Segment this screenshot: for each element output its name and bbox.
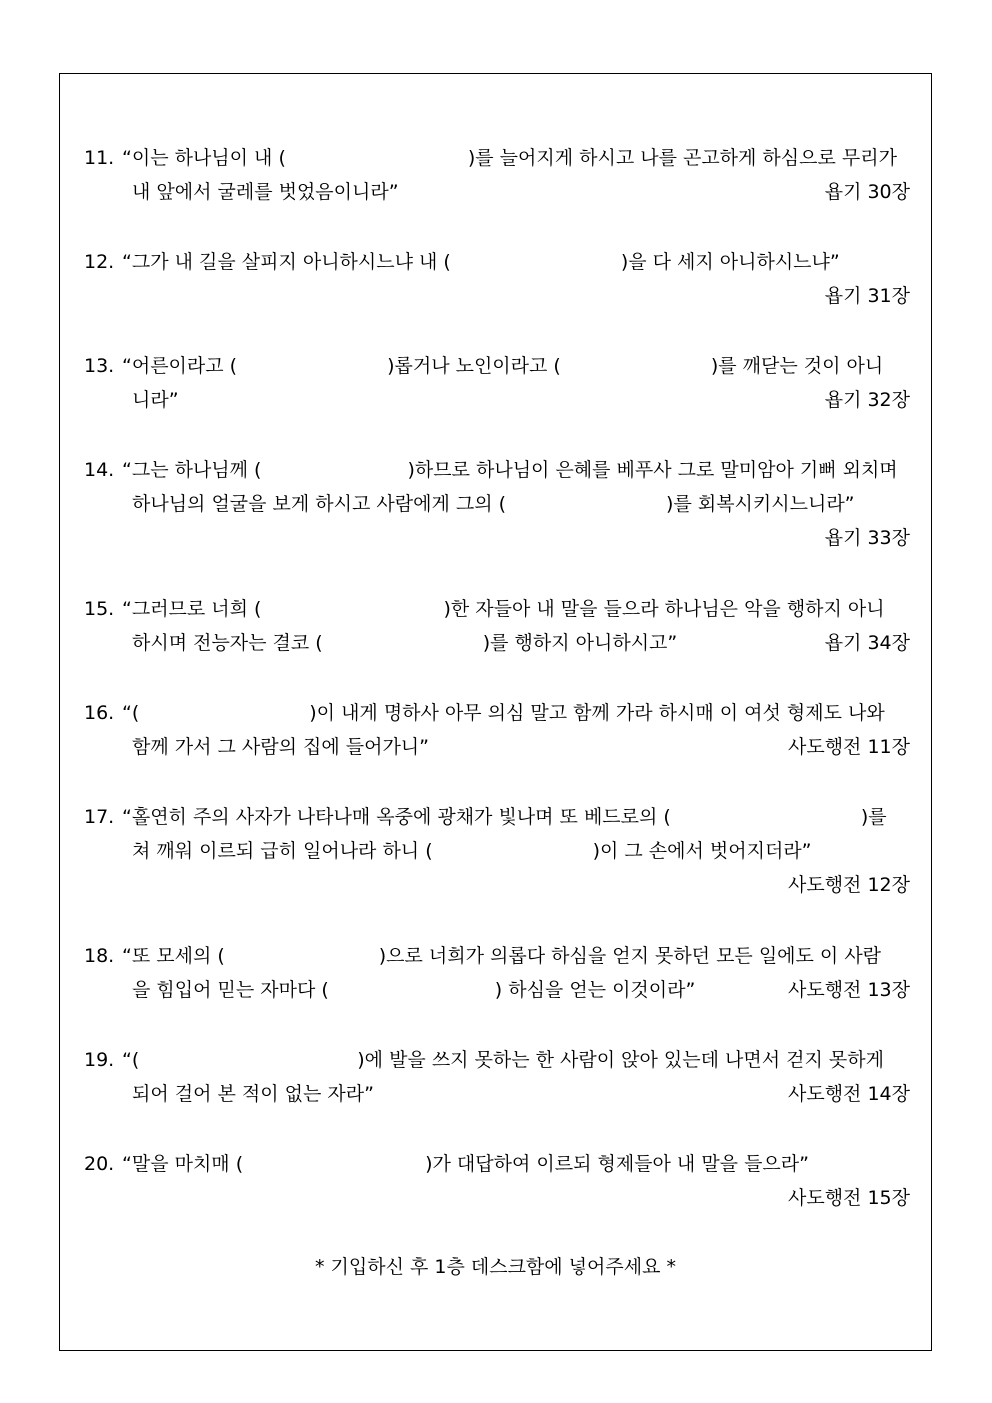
- scripture-reference: 욥기 34장: [824, 632, 910, 654]
- footer-instruction: * 기입하신 후 1층 데스크함에 넣어주세요 *: [315, 1256, 676, 1278]
- question-number: 15.: [84, 598, 115, 620]
- question-text: “또 모세의 (: [122, 945, 225, 967]
- question-text: 하나님의 얼굴을 보게 하시고 사람에게 그의 (: [132, 493, 507, 515]
- question-13: [84, 349, 910, 417]
- question-number: 16.: [84, 702, 115, 724]
- question-15: [84, 592, 910, 660]
- question-text: “(: [122, 1049, 140, 1071]
- scripture-reference: 욥기 31장: [824, 285, 910, 307]
- question-text: )을 다 세지 아니하시느냐”: [620, 251, 840, 273]
- question-number: 11.: [84, 147, 115, 169]
- question-text: “어른이라고 (: [122, 355, 238, 377]
- question-text: )를: [860, 806, 887, 828]
- question-text: “그가 내 길을 살피지 아니하시느냐 내 (: [122, 251, 451, 273]
- question-number: 13.: [84, 355, 115, 377]
- question-19: [84, 1043, 910, 1111]
- question-text: 내 앞에서 굴레를 벗었음이니라”: [132, 181, 399, 203]
- question-text: )롭거나 노인이라고 (: [387, 355, 561, 377]
- question-text: “그는 하나님께 (: [122, 459, 262, 481]
- question-text: ) 하심을 얻는 이것이라”: [494, 979, 696, 1001]
- question-number: 17.: [84, 806, 115, 828]
- scripture-reference: 욥기 32장: [824, 389, 910, 411]
- question-text: )한 자들아 내 말을 들으라 하나님은 악을 행하지 아니: [443, 598, 885, 620]
- scripture-reference: 사도행전 14장: [788, 1083, 910, 1105]
- question-12: [84, 245, 910, 313]
- question-text: )를 회복시키시느니라”: [666, 493, 855, 515]
- question-text: 함께 가서 그 사람의 집에 들어가니”: [132, 736, 429, 758]
- question-text: )이 내게 명하사 아무 의심 말고 함께 가라 하시매 이 여섯 형제도 나와: [309, 702, 885, 724]
- scripture-reference: 사도행전 13장: [788, 979, 910, 1001]
- question-text: “이는 하나님이 내 (: [122, 147, 286, 169]
- question-text: )를 깨닫는 것이 아니: [710, 355, 884, 377]
- question-20: [84, 1147, 910, 1215]
- question-18: [84, 939, 910, 1007]
- question-text: )를 늘어지게 하시고 나를 곤고하게 하심으로 무리가: [467, 147, 897, 169]
- question-text: 하시며 전능자는 결코 (: [132, 632, 323, 654]
- scripture-reference: 사도행전 15장: [788, 1187, 910, 1209]
- scripture-reference: 욥기 30장: [824, 181, 910, 203]
- scripture-reference: 사도행전 11장: [788, 736, 910, 758]
- question-text: )하므로 하나님이 은혜를 베푸사 그로 말미암아 기뻐 외치며: [407, 459, 898, 481]
- scripture-reference: 욥기 33장: [824, 527, 910, 549]
- question-text: “말을 마치매 (: [122, 1153, 244, 1175]
- question-16: [84, 696, 910, 764]
- scripture-reference: 사도행전 12장: [788, 874, 910, 896]
- question-number: 19.: [84, 1049, 115, 1071]
- question-11: [84, 141, 910, 209]
- question-text: 을 힘입어 믿는 자마다 (: [132, 979, 329, 1001]
- question-text: 쳐 깨워 이르되 급히 일어나라 하니 (: [132, 840, 433, 862]
- question-17: [84, 800, 910, 902]
- question-text: )를 행하지 아니하시고”: [482, 632, 678, 654]
- question-text: 니라”: [132, 389, 179, 411]
- question-number: 18.: [84, 945, 115, 967]
- question-14: [84, 453, 910, 555]
- question-number: 12.: [84, 251, 115, 273]
- question-text: )에 발을 쓰지 못하는 한 사람이 앉아 있는데 나면서 걷지 못하게: [357, 1049, 884, 1071]
- question-text: “(: [122, 702, 140, 724]
- question-text: 되어 걸어 본 적이 없는 자라”: [132, 1083, 374, 1105]
- question-text: “홀연히 주의 사자가 나타나매 옥중에 광채가 빛나며 또 베드로의 (: [122, 806, 671, 828]
- question-text: )이 그 손에서 벗어지더라”: [592, 840, 812, 862]
- question-text: )가 대답하여 이르되 형제들아 내 말을 들으라”: [425, 1153, 809, 1175]
- question-number: 20.: [84, 1153, 115, 1175]
- question-number: 14.: [84, 459, 115, 481]
- question-text: )으로 너희가 의롭다 하심을 얻지 못하던 모든 일에도 이 사람: [378, 945, 882, 967]
- question-text: “그러므로 너희 (: [122, 598, 262, 620]
